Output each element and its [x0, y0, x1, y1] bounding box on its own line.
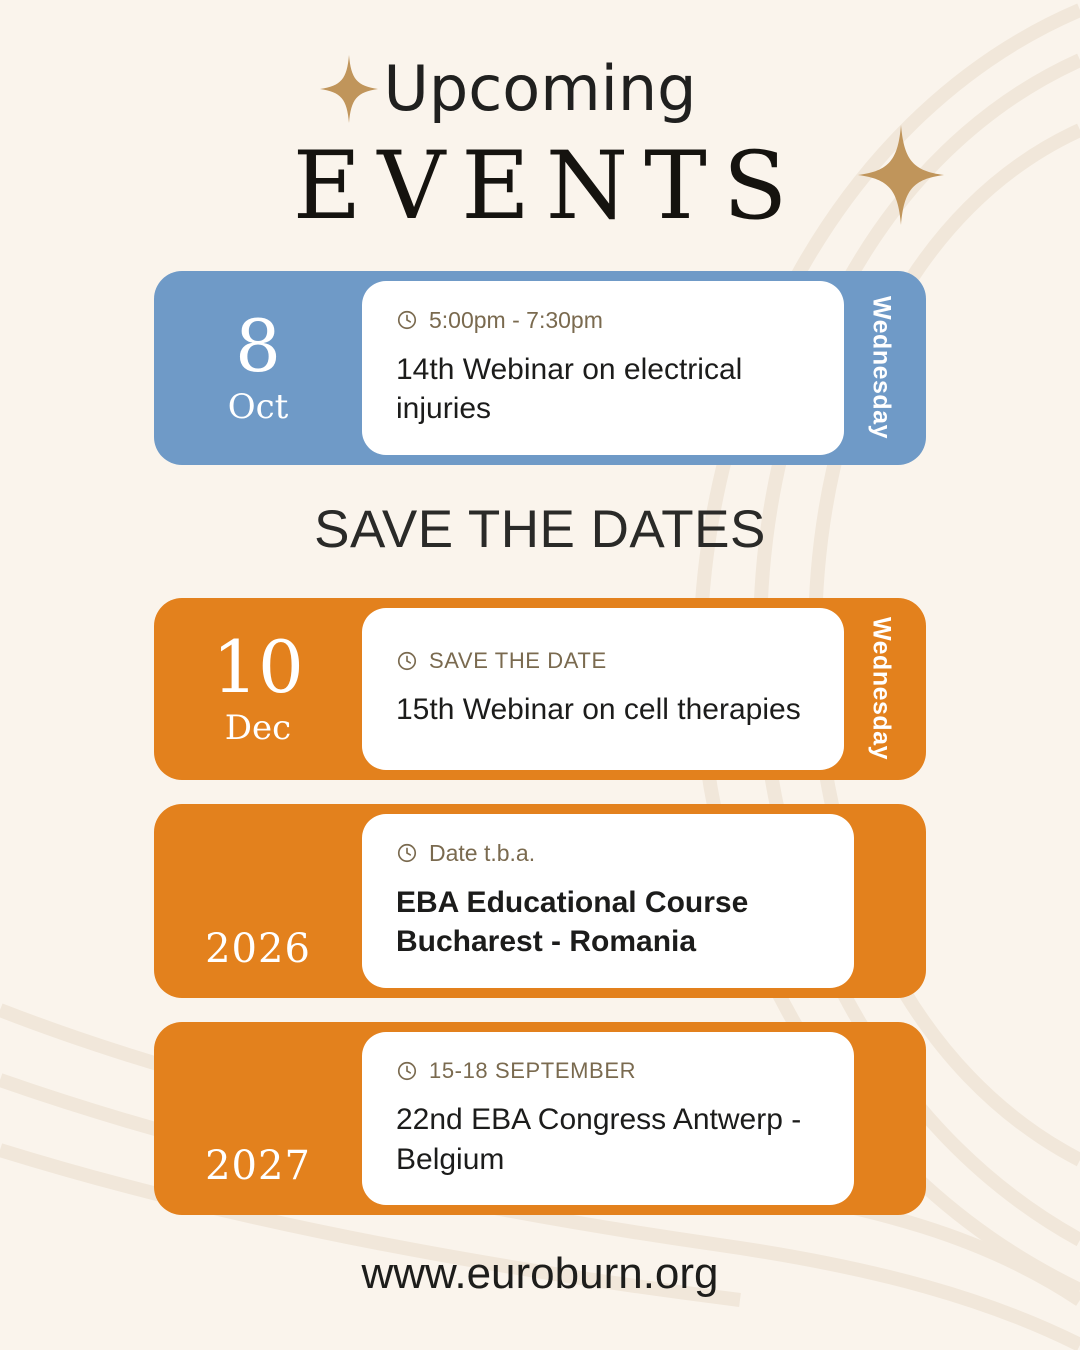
clock-icon: [396, 650, 418, 672]
event-meta: [396, 307, 810, 334]
event-date-block: [154, 271, 362, 465]
poster-header: [0, 0, 1080, 241]
page-title-events: EVENTS: [292, 132, 804, 241]
sparkle-icon: [858, 125, 944, 225]
event-day: 10: [212, 625, 304, 710]
event-note: Date t.b.a.: [429, 839, 536, 866]
event-day: 8: [235, 304, 281, 389]
event-meta: [396, 840, 820, 867]
sparkle-icon: [320, 55, 378, 123]
event-title: 15th Webinar on cell therapies: [396, 693, 801, 727]
event-year: 2027: [205, 1143, 311, 1190]
event-title: 14th Webinar on electrical injuries: [396, 352, 743, 426]
event-date-block: [154, 804, 362, 998]
event-date-block: [154, 598, 362, 780]
event-card: [362, 608, 844, 770]
event-meta: [396, 1058, 820, 1084]
event-row[interactable]: [154, 804, 926, 998]
event-card: [362, 814, 854, 988]
clock-icon: [396, 309, 418, 331]
event-meta: [396, 648, 810, 674]
event-time: 5:00pm - 7:30pm: [429, 306, 603, 333]
event-date-block: [154, 1022, 362, 1215]
event-row[interactable]: [154, 271, 926, 465]
event-row[interactable]: [154, 598, 926, 780]
events-list-save-the-dates: [0, 598, 1080, 1215]
clock-icon: [396, 1060, 418, 1082]
section-heading-save-the-dates: SAVE THE DATES: [314, 499, 766, 559]
footer-website[interactable]: www.euroburn.org: [361, 1249, 719, 1299]
event-note: 15-18 SEPTEMBER: [429, 1058, 637, 1084]
event-title: EBA Educational Course Bucharest - Romania: [396, 885, 749, 959]
event-title: 22nd EBA Congress Antwerp - Belgium: [396, 1103, 802, 1176]
page-title-upcoming: Upcoming: [383, 52, 697, 125]
event-row[interactable]: [154, 1022, 926, 1215]
event-weekday: Wednesday: [867, 296, 896, 440]
event-weekday: Wednesday: [867, 617, 896, 761]
event-note: SAVE THE DATE: [429, 648, 607, 674]
event-year: 2026: [205, 926, 311, 973]
event-month: Oct: [227, 386, 289, 427]
clock-icon: [396, 842, 418, 864]
events-list-primary: [0, 271, 1080, 465]
event-card: [362, 1032, 854, 1205]
event-card: [362, 281, 844, 455]
event-month: Dec: [224, 707, 292, 748]
